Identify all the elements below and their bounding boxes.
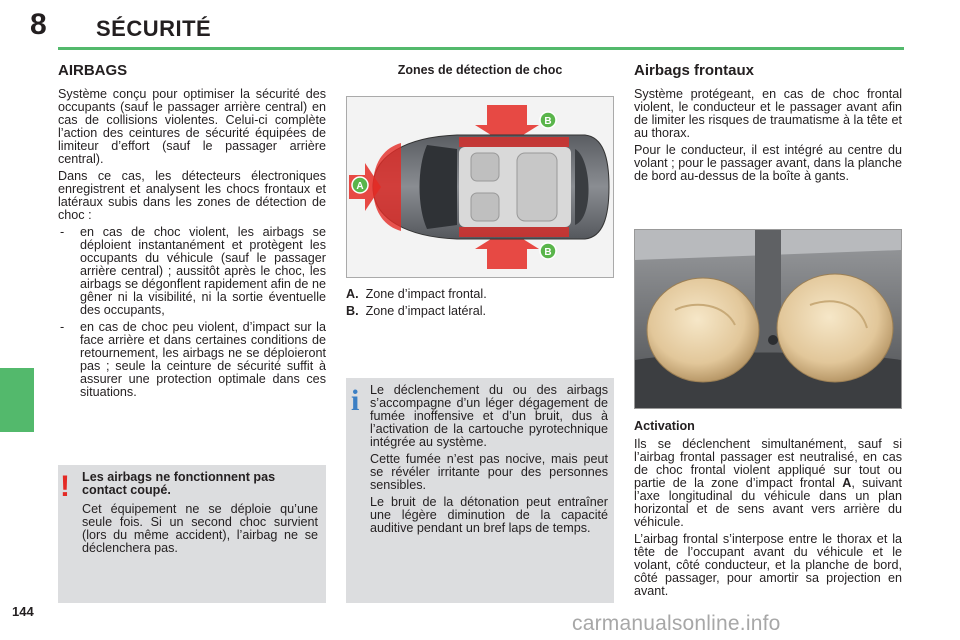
zone-a-label: A <box>356 181 364 192</box>
warning-icon: ! <box>60 470 70 503</box>
airbags-paragraph: Système conçu pour optimiser la sécurité des occupants (sauf le passager arrière central) en cas de collisions violentes. Celui-ci complète l’action des ceintures de sécurité équipées de limiteur d’effort (sauf le passager arrière central). <box>58 87 326 166</box>
info-paragraph: Le bruit de la détonation peut entraîner une légère diminution de la capacité auditive pendant un bref laps de temps. <box>370 495 608 535</box>
legend-text: Zone d’impact frontal. <box>365 287 487 301</box>
chapter-title: SÉCURITÉ <box>96 16 212 41</box>
watermark: carmanualsonline.info <box>572 612 781 635</box>
airbags-body <box>58 88 326 403</box>
activation-paragraph: Ils se déclenchent simultanément, sauf si l’airbag frontal passager est neutralisé, en cas de choc frontal violent appliqué sur tout ou partie de la zone d’impact frontal A, suivant l’axe longitudinal du véhicule dans un plan horizontal et de sens avant vers arrière du véhicule. <box>634 437 902 529</box>
section-title-airbags: AIRBAGS <box>58 62 128 79</box>
frontal-paragraph: Système protégeant, en cas de choc frontal violent, le conducteur et le passager avant afin de limiter les risques de traumatisme à la tête et au thorax. <box>634 87 902 140</box>
legend-key: A. <box>346 287 359 301</box>
frontal-airbags-body <box>634 88 902 187</box>
diagram-title: Zones de détection de choc <box>397 63 563 77</box>
zone-a-badge <box>352 177 368 193</box>
warning-title: Les airbags ne fonctionnent pas contact coupé. <box>82 470 276 497</box>
activation-section <box>634 420 902 602</box>
header-rule <box>58 47 904 50</box>
zone-b-badge-top <box>540 112 556 128</box>
zone-b-label-bottom: B <box>544 247 552 258</box>
info-paragraph: Cette fumée n’est pas nocive, mais peut se révéler irritante pour des personnes sensibles. <box>370 452 608 492</box>
section-title-frontal-airbags: Airbags frontaux <box>634 62 755 79</box>
zone-b-label-top: B <box>544 116 552 127</box>
diagram-legend <box>346 288 614 322</box>
legend-text: Zone d’impact latéral. <box>365 304 486 318</box>
legend-item <box>346 288 614 301</box>
airbags-bullet: - en cas de choc peu violent, d’impact sur la face arrière et dans certaines conditions de retournement, les airbags ne se déploieront pas ; seule la ceinture de sécurité suffit à assurer une protection optimale dans ces situations. <box>58 321 326 399</box>
info-content <box>370 384 608 539</box>
chapter-side-tab <box>0 368 34 432</box>
warning-content <box>82 471 318 559</box>
frontal-paragraph: Pour le conducteur, il est intégré au centre du volant ; pour le passager avant, dans la planche de bord au-dessus de la boîte à gants. <box>634 143 902 183</box>
info-paragraph: Le déclenchement du ou des airbags s’accompagne d’un léger dégagement de fumée inoffensive et d’un bruit, dus à l’activation de la cartouche pyrotechnique intégrée au système. <box>370 383 608 449</box>
deployed-airbags-photo <box>634 229 902 409</box>
zone-b-badge-bottom <box>540 243 556 259</box>
car-top-view-illustration <box>347 97 613 277</box>
chapter-number: 8 <box>30 8 47 41</box>
deployed-airbags-illustration <box>635 230 901 408</box>
airbags-bullet: - en cas de choc violent, les airbags se déploient instantanément et protègent les occupants du véhicule (sauf le passager arrière central) ; aussitôt après le choc, les airbags se dégonflent rapidement afin de ne gêner ni la visibilité, ni la sortie éventuelle des occupants, <box>58 226 326 317</box>
legend-item <box>346 305 614 318</box>
crash-zone-diagram <box>346 96 614 278</box>
activation-title: Activation <box>634 419 695 433</box>
airbags-paragraph: Dans ce cas, les détecteurs électroniques enregistrent et analysent les chocs frontaux et latéraux subis dans les zones de détection de choc : <box>58 169 326 222</box>
legend-key: B. <box>346 304 359 318</box>
info-icon: i <box>351 384 360 417</box>
warning-text: Cet équipement ne se déploie qu’une seule fois. Si un second choc survient (lors du même accident), l’airbag ne se déclenchera pas. <box>82 502 318 555</box>
activation-paragraph: L’airbag frontal s’interpose entre le thorax et la tête de l’occupant avant du véhicule et le volant, côté conducteur, et la planche de bord, côté passager, pour amortir sa projection en avant. <box>634 532 902 598</box>
page-number: 144 <box>12 604 34 619</box>
